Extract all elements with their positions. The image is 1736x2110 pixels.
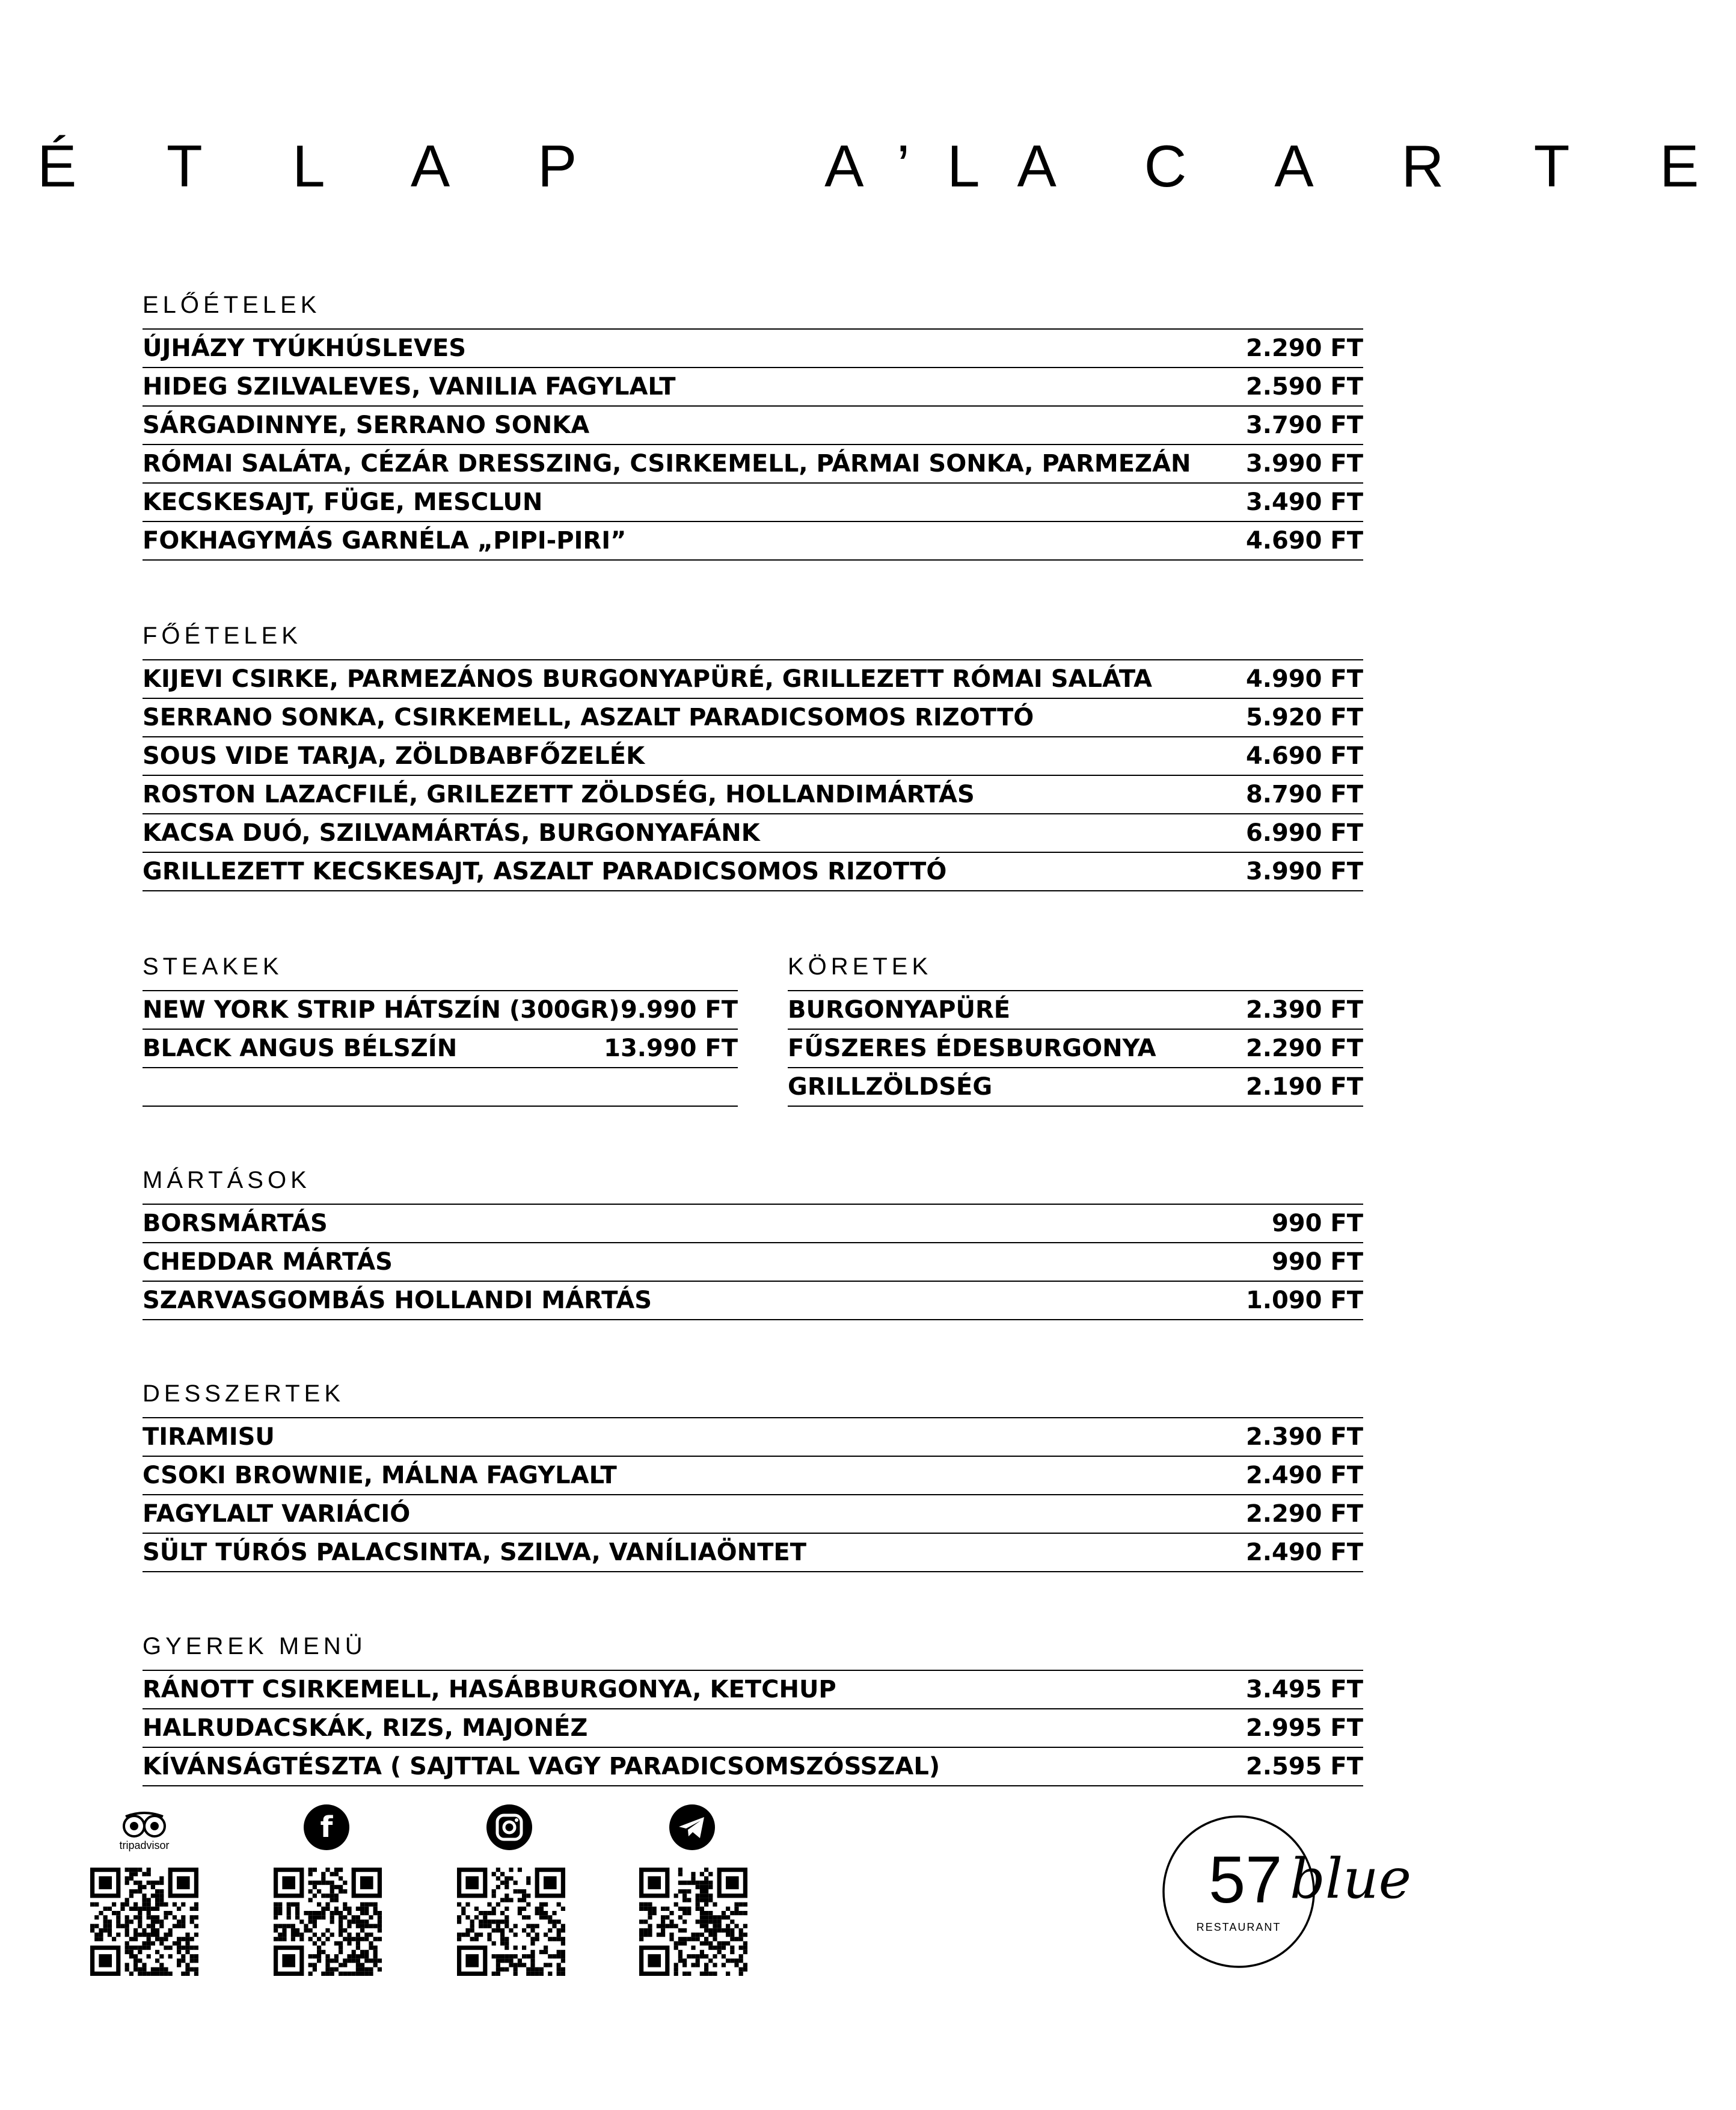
item-price: 2.290 FT <box>1245 1035 1363 1062</box>
item-price: 2.490 FT <box>1245 1462 1363 1489</box>
menu-list-desserts <box>143 1417 1363 1572</box>
menu-item <box>143 736 1363 775</box>
item-price: 990 FT <box>1271 1248 1363 1276</box>
menu-list-steaks <box>143 990 738 1107</box>
item-price: 1.090 FT <box>1245 1287 1363 1314</box>
item-price: 6.990 FT <box>1245 819 1363 847</box>
item-price: 5.920 FT <box>1245 704 1363 731</box>
item-name: FOKHAGYMÁS GARNÉLA „PIPI-PIRI” <box>143 527 627 555</box>
item-name: CSOKI BROWNIE, MÁLNA FAGYLALT <box>143 1462 617 1489</box>
item-name: SERRANO SONKA, CSIRKEMELL, ASZALT PARADICSOMOS RIZOTTÓ <box>143 704 1034 731</box>
tripadvisor-qr-code[interactable] <box>90 1868 198 1976</box>
item-price: 3.790 FT <box>1245 411 1363 439</box>
item-price: 2.290 FT <box>1245 334 1363 362</box>
item-name: NEW YORK STRIP HÁTSZÍN (300GR) <box>143 996 620 1024</box>
page-title: É T L A P A’LA C A R T E <box>37 133 1736 199</box>
item-price: 3.495 FT <box>1245 1676 1363 1703</box>
57-blue-restaurant-logo <box>1161 1801 1425 1982</box>
item-name: TIRAMISU <box>143 1423 275 1451</box>
menu-item <box>143 1533 1363 1572</box>
menu-item <box>143 367 1363 405</box>
item-name: FAGYLALT VARIÁCIÓ <box>143 1500 411 1528</box>
menu-item <box>143 1456 1363 1494</box>
item-name: RÁNOTT CSIRKEMELL, HASÁBBURGONYA, KETCHUP <box>143 1676 836 1703</box>
item-name: SÁRGADINNYE, SERRANO SONKA <box>143 411 590 439</box>
item-price: 4.690 FT <box>1245 742 1363 770</box>
menu-item <box>143 698 1363 736</box>
item-name: SÜLT TÚRÓS PALACSINTA, SZILVA, VANÍLIAÖNTET <box>143 1539 806 1566</box>
item-name: CHEDDAR MÁRTÁS <box>143 1248 393 1276</box>
section-heading-desserts: DESSZERTEK <box>143 1380 345 1407</box>
instagram-qr-code[interactable] <box>457 1868 565 1976</box>
item-price: 2.995 FT <box>1245 1714 1363 1742</box>
menu-item <box>143 852 1363 891</box>
menu-item <box>143 328 1363 367</box>
telegram-qr-code[interactable] <box>639 1868 747 1976</box>
menu-item <box>143 482 1363 521</box>
tripadvisor-icon <box>117 1809 171 1839</box>
item-price: 3.490 FT <box>1245 488 1363 516</box>
menu-item <box>143 1242 1363 1281</box>
item-price: 2.290 FT <box>1245 1500 1363 1528</box>
item-name: HALRUDACSKÁK, RIZS, MAJONÉZ <box>143 1714 588 1742</box>
item-name: HIDEG SZILVALEVES, VANILIA FAGYLALT <box>143 373 676 401</box>
menu-item <box>143 1670 1363 1708</box>
section-heading-main-courses: FŐÉTELEK <box>143 623 302 649</box>
item-price: 4.990 FT <box>1245 665 1363 693</box>
menu-list-sides <box>788 990 1363 1107</box>
section-heading-appetizers: ELŐÉTELEK <box>143 292 321 318</box>
section-heading-sides: KÖRETEK <box>788 953 933 980</box>
item-price: 2.490 FT <box>1245 1539 1363 1566</box>
menu-item <box>143 813 1363 852</box>
item-name: BURGONYAPÜRÉ <box>788 996 1011 1024</box>
section-heading-sauces: MÁRTÁSOK <box>143 1167 311 1193</box>
item-name: KIJEVI CSIRKE, PARMEZÁNOS BURGONYAPÜRÉ, GRILLEZETT RÓMAI SALÁTA <box>143 665 1152 693</box>
facebook-icon[interactable]: f <box>304 1804 349 1850</box>
item-name: KÍVÁNSÁGTÉSZTA ( SAJTTAL VAGY PARADICSOMSZÓSSZAL) <box>143 1753 940 1780</box>
menu-item <box>788 990 1363 1029</box>
item-name: FŰSZERES ÉDESBURGONYA <box>788 1035 1156 1062</box>
logo-script: blue <box>1290 1847 1412 1911</box>
menu-list-sauces <box>143 1204 1363 1320</box>
menu-item <box>143 521 1363 561</box>
instagram-icon[interactable] <box>486 1804 532 1850</box>
menu-item <box>143 1494 1363 1533</box>
item-name: RÓMAI SALÁTA, CÉZÁR DRESSZING, CSIRKEMELL, PÁRMAI SONKA, PARMEZÁN <box>143 450 1191 478</box>
item-price: 9.990 FT <box>620 996 738 1024</box>
section-heading-steaks: STEAKEK <box>143 953 283 980</box>
menu-item <box>143 659 1363 698</box>
item-price: 8.790 FT <box>1245 781 1363 808</box>
item-price: 3.990 FT <box>1245 450 1363 478</box>
item-name: ROSTON LAZACFILÉ, GRILEZETT ZÖLDSÉG, HOLLANDIMÁRTÁS <box>143 781 975 808</box>
logo-subtitle: RESTAURANT <box>1196 1921 1281 1933</box>
menu-item-empty <box>143 1067 738 1107</box>
item-name: SOUS VIDE TARJA, ZÖLDBABFŐZELÉK <box>143 742 645 770</box>
menu-item <box>143 990 738 1029</box>
item-price: 2.595 FT <box>1245 1753 1363 1780</box>
menu-list-main-courses <box>143 659 1363 891</box>
menu-list-appetizers <box>143 328 1363 561</box>
menu-item <box>143 405 1363 444</box>
item-price: 2.390 FT <box>1245 1423 1363 1451</box>
item-name: BLACK ANGUS BÉLSZÍN <box>143 1035 458 1062</box>
item-name: KECSKESAJT, FÜGE, MESCLUN <box>143 488 543 516</box>
logo-number: 57 <box>1209 1843 1283 1917</box>
item-price: 2.590 FT <box>1245 373 1363 401</box>
facebook-qr-code[interactable] <box>274 1868 382 1976</box>
tripadvisor-label: tripadvisor <box>119 1839 170 1851</box>
menu-item <box>143 1747 1363 1786</box>
item-name: GRILLZÖLDSÉG <box>788 1073 993 1101</box>
menu-item <box>143 1708 1363 1747</box>
menu-item <box>143 1204 1363 1242</box>
menu-item <box>143 1029 738 1067</box>
menu-list-kids <box>143 1670 1363 1786</box>
item-name: GRILLEZETT KECSKESAJT, ASZALT PARADICSOMOS RIZOTTÓ <box>143 858 947 885</box>
menu-item <box>143 775 1363 813</box>
item-price: 2.190 FT <box>1245 1073 1363 1101</box>
menu-item <box>788 1029 1363 1067</box>
item-name: SZARVASGOMBÁS HOLLANDI MÁRTÁS <box>143 1287 652 1314</box>
item-price: 2.390 FT <box>1245 996 1363 1024</box>
menu-item <box>143 444 1363 482</box>
item-price: 13.990 FT <box>604 1035 738 1062</box>
item-price: 4.690 FT <box>1245 527 1363 555</box>
menu-item <box>143 1417 1363 1456</box>
item-name: BORSMÁRTÁS <box>143 1210 328 1237</box>
menu-item <box>143 1281 1363 1320</box>
item-price: 990 FT <box>1271 1210 1363 1237</box>
item-price: 3.990 FT <box>1245 858 1363 885</box>
menu-item <box>788 1067 1363 1107</box>
section-heading-kids-menu: GYEREK MENÜ <box>143 1633 367 1659</box>
item-name: ÚJHÁZY TYÚKHÚSLEVES <box>143 334 467 362</box>
item-name: KACSA DUÓ, SZILVAMÁRTÁS, BURGONYAFÁNK <box>143 819 760 847</box>
telegram-icon[interactable] <box>669 1804 715 1850</box>
